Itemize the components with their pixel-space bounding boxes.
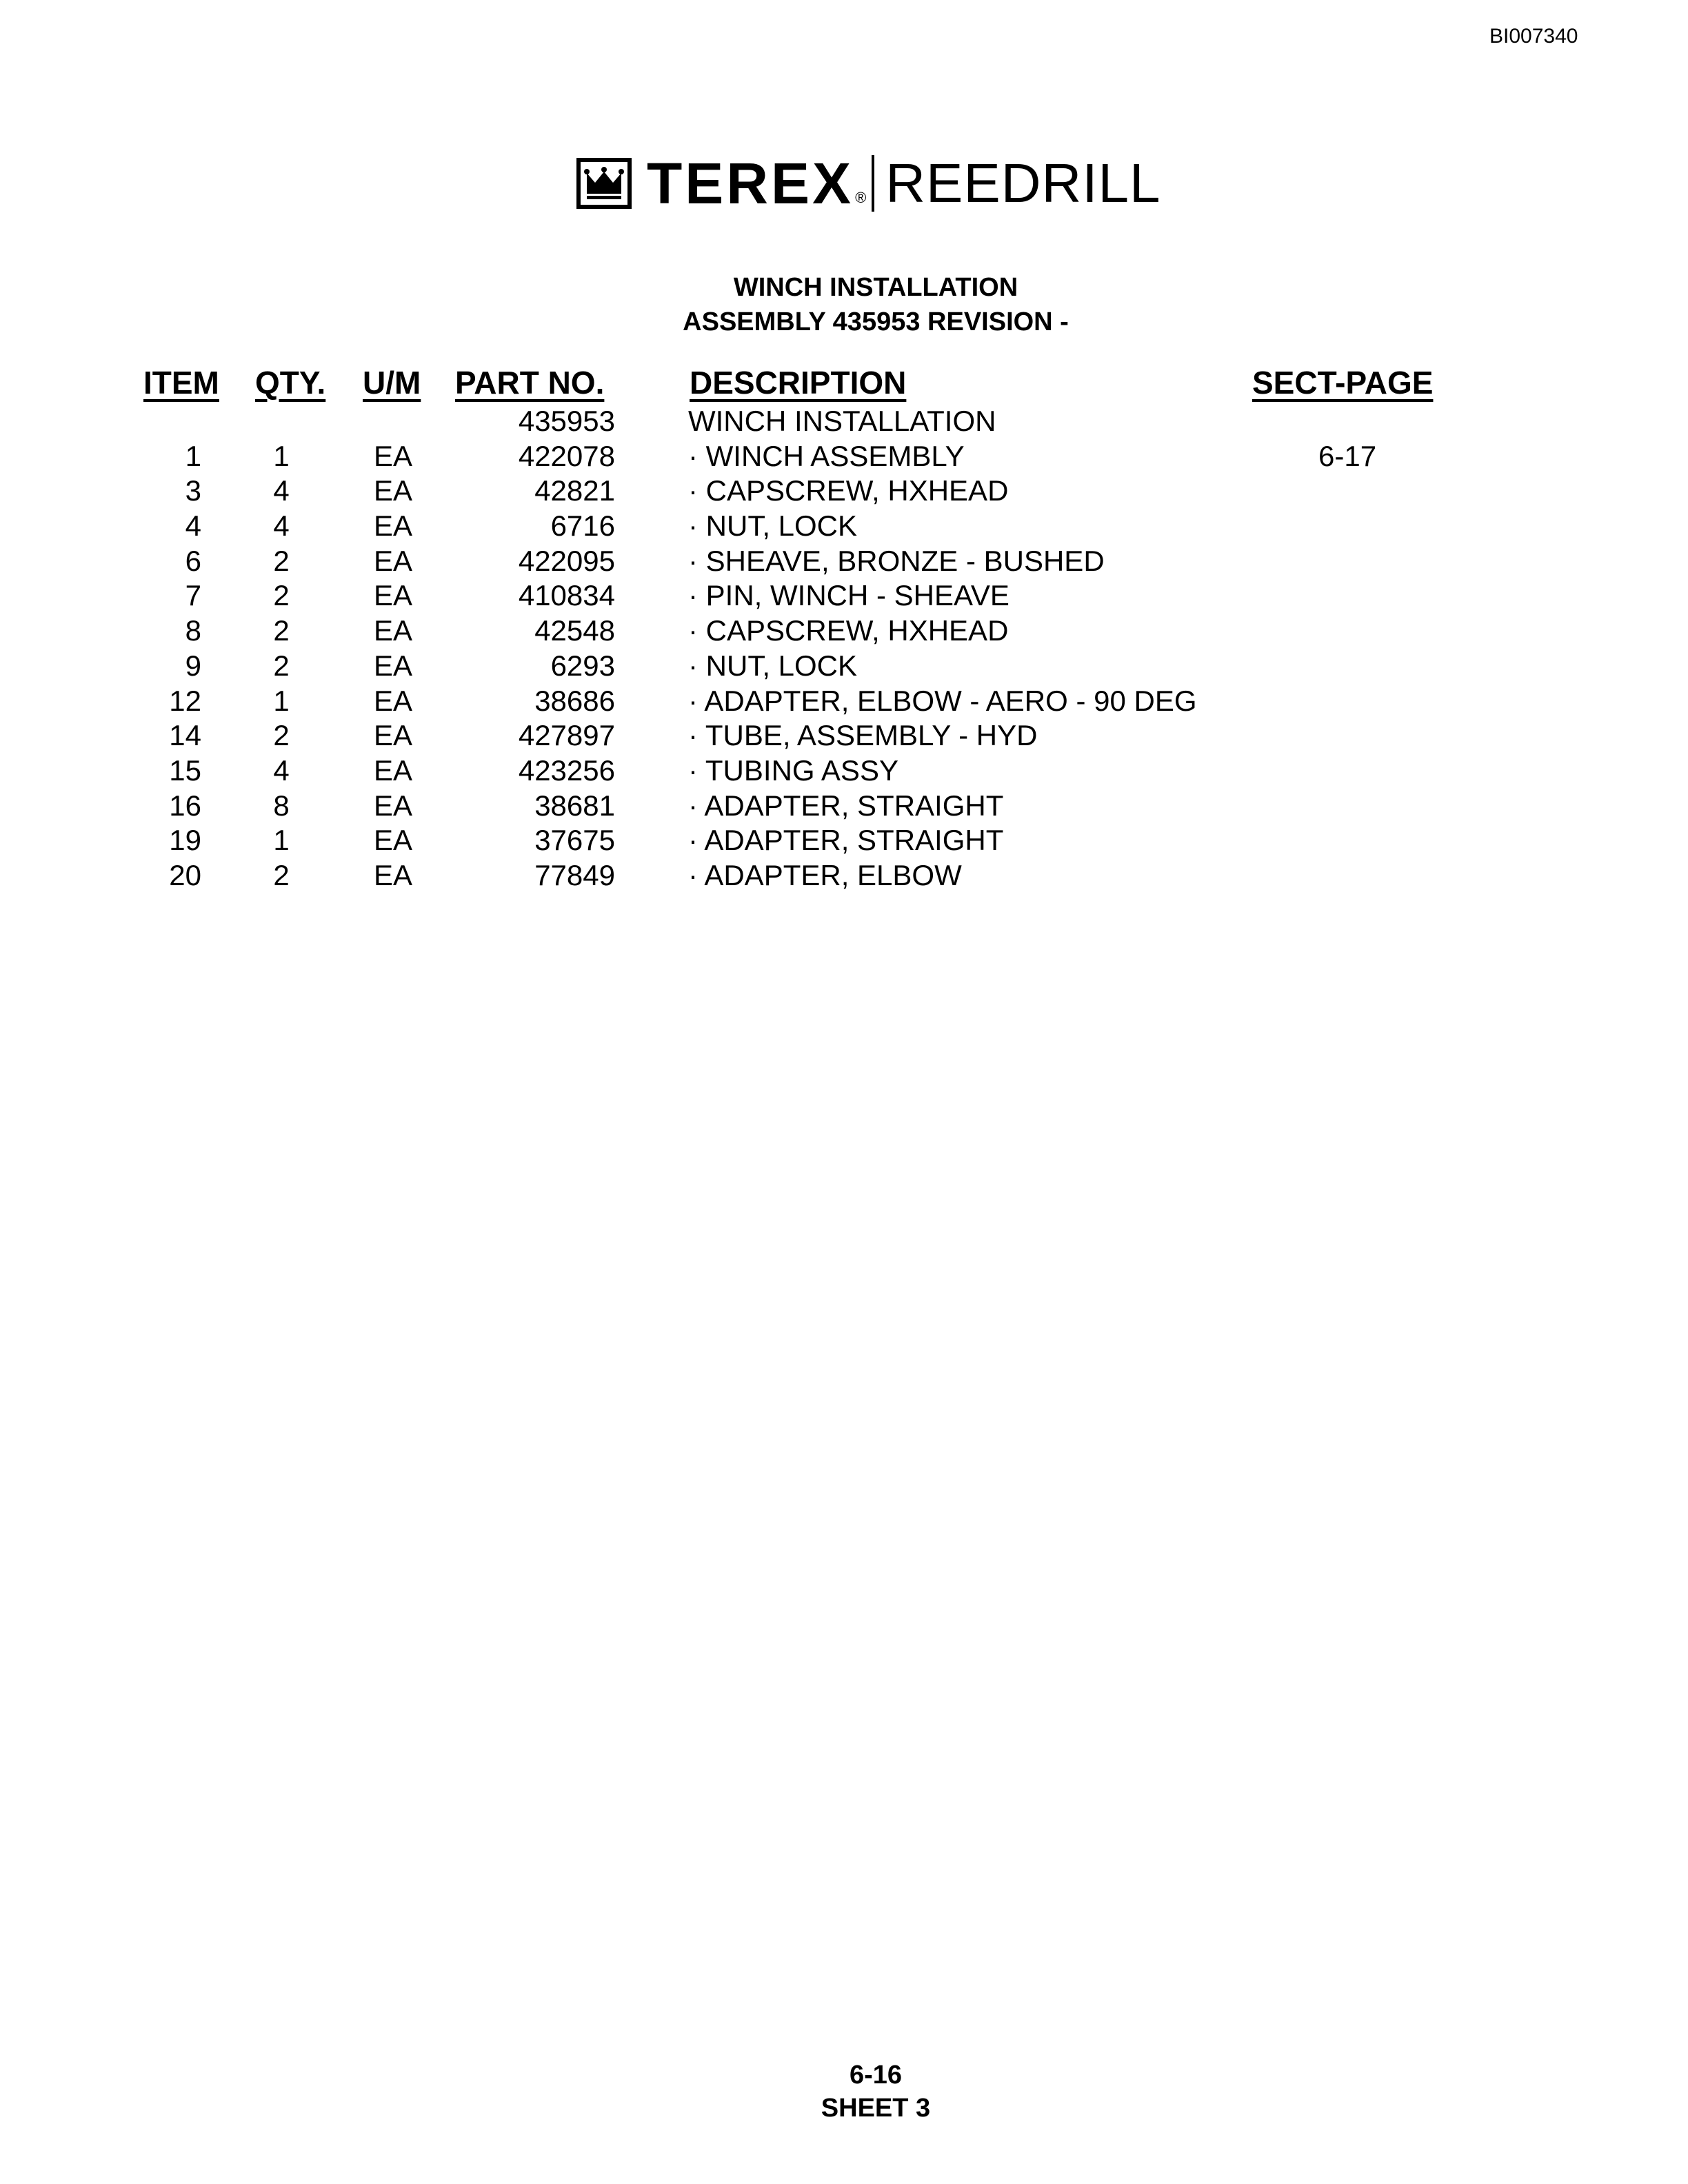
cell-um: EA — [374, 509, 413, 543]
parts-list — [0, 404, 1688, 893]
cell-description: · NUT, LOCK — [688, 509, 858, 543]
cell-part-no: 38681 — [534, 789, 615, 822]
header-part-no: PART NO. — [455, 365, 605, 401]
cell-part-no: 42821 — [534, 474, 615, 507]
cell-description: · TUBING ASSY — [688, 754, 898, 787]
cell-um: EA — [374, 684, 413, 717]
cell-um: EA — [374, 579, 413, 612]
cell-qty: 2 — [273, 579, 290, 612]
cell-item: 16 — [169, 789, 201, 822]
title-line-2: ASSEMBLY 435953 REVISION - — [683, 307, 1069, 336]
cell-part-no: 423256 — [518, 754, 615, 787]
terex-reedrill-logo — [576, 150, 1161, 216]
cell-item: 19 — [169, 824, 201, 857]
cell-part-no: 37675 — [534, 824, 615, 857]
table-row — [0, 789, 1688, 824]
assembly-title — [0, 270, 1688, 339]
document-id: BI007340 — [1489, 25, 1578, 48]
table-row — [0, 754, 1688, 789]
cell-description: · ADAPTER, ELBOW — [688, 858, 962, 891]
cell-um: EA — [374, 858, 413, 891]
table-row — [0, 718, 1688, 754]
table-row — [0, 404, 1688, 439]
logo-divider — [872, 155, 874, 212]
cell-qty: 4 — [273, 754, 290, 787]
table-row — [0, 474, 1688, 509]
cell-part-no: 77849 — [534, 858, 615, 891]
cell-item: 7 — [185, 579, 201, 612]
cell-item: 8 — [185, 614, 201, 647]
cell-part-no: 422078 — [518, 439, 615, 472]
cell-qty: 1 — [273, 824, 290, 857]
cell-um: EA — [374, 649, 413, 682]
cell-qty: 2 — [273, 649, 290, 682]
cell-description: WINCH INSTALLATION — [688, 405, 996, 437]
table-row — [0, 614, 1688, 649]
cell-um: EA — [374, 474, 413, 507]
cell-description: · ADAPTER, STRAIGHT — [688, 789, 1004, 822]
product-name: REEDRILL — [885, 152, 1161, 214]
cell-qty: 8 — [273, 789, 290, 822]
cell-um: EA — [374, 614, 413, 647]
cell-um: EA — [374, 719, 413, 752]
cell-um: EA — [374, 439, 413, 472]
header-um: U/M — [363, 365, 421, 401]
cell-sect-page: 6-17 — [1318, 439, 1377, 472]
cell-qty: 1 — [273, 684, 290, 717]
title-line-1: WINCH INSTALLATION — [733, 273, 1018, 302]
brand-name: TEREX — [647, 151, 854, 216]
cell-qty: 4 — [273, 509, 290, 543]
cell-item: 14 — [169, 719, 201, 752]
cell-description: · ADAPTER, STRAIGHT — [688, 824, 1004, 857]
cell-qty: 1 — [273, 439, 290, 472]
crown-icon — [576, 158, 632, 209]
cell-part-no: 42548 — [534, 614, 615, 647]
cell-item: 20 — [169, 858, 201, 891]
cell-description: · CAPSCREW, HXHEAD — [688, 614, 1009, 647]
table-row — [0, 823, 1688, 858]
cell-item: 3 — [185, 474, 201, 507]
page-footer — [0, 2059, 1688, 2125]
table-row — [0, 649, 1688, 684]
cell-um: EA — [374, 824, 413, 857]
cell-qty: 2 — [273, 858, 290, 891]
cell-qty: 2 — [273, 544, 290, 577]
cell-qty: 2 — [273, 719, 290, 752]
cell-part-no: 6716 — [550, 509, 615, 543]
registered-mark: ® — [855, 189, 867, 206]
header-qty: QTY. — [255, 365, 326, 401]
cell-part-no: 422095 — [518, 544, 615, 577]
cell-description: · WINCH ASSEMBLY — [688, 439, 965, 472]
cell-item: 12 — [169, 684, 201, 717]
table-row — [0, 578, 1688, 614]
table-row — [0, 684, 1688, 719]
table-row — [0, 858, 1688, 893]
cell-qty: 2 — [273, 614, 290, 647]
cell-part-no: 38686 — [534, 684, 615, 717]
cell-part-no: 435953 — [518, 405, 615, 437]
header-description: DESCRIPTION — [690, 365, 907, 401]
table-row — [0, 509, 1688, 544]
table-header — [0, 364, 1688, 405]
cell-part-no: 427897 — [518, 719, 615, 752]
cell-item: 4 — [185, 509, 201, 543]
table-row — [0, 544, 1688, 579]
cell-item: 6 — [185, 544, 201, 577]
cell-description: · TUBE, ASSEMBLY - HYD — [688, 719, 1038, 752]
cell-item: 9 — [185, 649, 201, 682]
cell-um: EA — [374, 544, 413, 577]
cell-description: · ADAPTER, ELBOW - AERO - 90 DEG — [688, 684, 1197, 717]
cell-part-no: 6293 — [550, 649, 615, 682]
header-item: ITEM — [143, 365, 219, 401]
cell-qty: 4 — [273, 474, 290, 507]
cell-part-no: 410834 — [518, 579, 615, 612]
cell-item: 1 — [185, 439, 201, 472]
table-row — [0, 439, 1688, 474]
cell-um: EA — [374, 754, 413, 787]
cell-um: EA — [374, 789, 413, 822]
cell-description: · CAPSCREW, HXHEAD — [688, 474, 1009, 507]
cell-item: 15 — [169, 754, 201, 787]
cell-description: · PIN, WINCH - SHEAVE — [688, 579, 1009, 612]
cell-description: · NUT, LOCK — [688, 649, 858, 682]
page-number: 6-16 — [849, 2061, 903, 2090]
cell-description: · SHEAVE, BRONZE - BUSHED — [688, 544, 1105, 577]
sheet-number: SHEET 3 — [821, 2094, 931, 2123]
header-sect-page: SECT-PAGE — [1252, 365, 1434, 401]
